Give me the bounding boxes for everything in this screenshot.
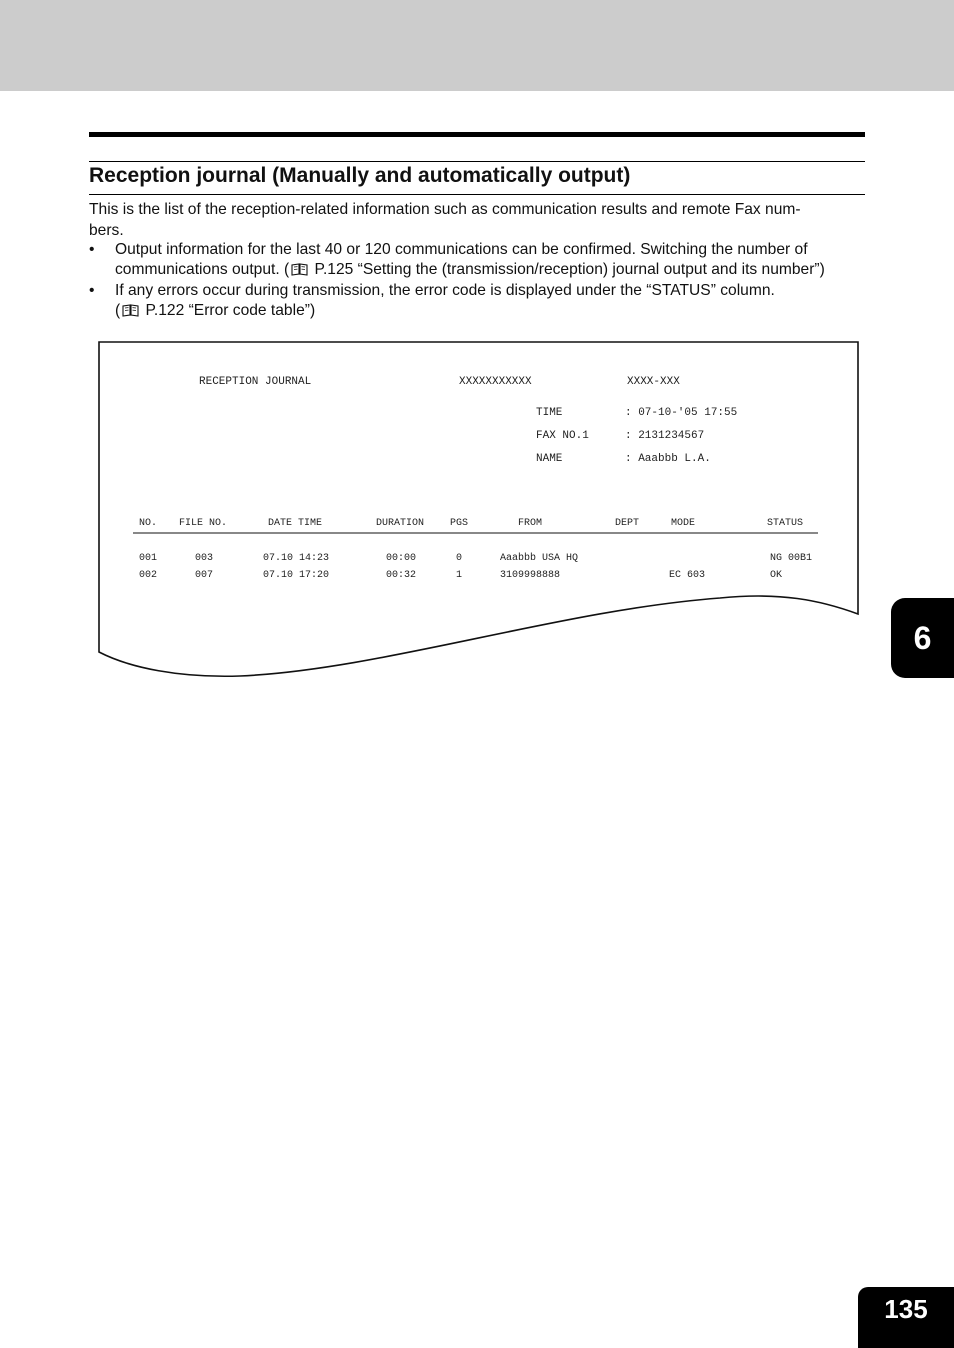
col-header-no: NO. [139, 518, 158, 529]
cell-duration: 00:32 [386, 570, 417, 581]
cell-from: 3109998888 [500, 570, 561, 581]
bullet-marker: • [89, 241, 95, 258]
cell-pgs: 1 [456, 570, 463, 581]
reference-link-p122[interactable]: P.122 “Error code table”) [141, 302, 316, 319]
info-label-fax: FAX NO.1 [536, 430, 589, 442]
cell-file-no: 003 [195, 553, 214, 564]
chapter-tab[interactable]: 6 [891, 598, 954, 678]
section-heading: Reception journal (Manually and automatically output) [89, 164, 631, 187]
cell-status: OK [770, 570, 783, 581]
page-number: 135 [858, 1287, 954, 1348]
journal-code: XXXX-XXX [627, 376, 680, 388]
col-header-status: STATUS [767, 518, 804, 529]
intro-line-1: This is the list of the reception-related information such as communication results and remote Fax num- [89, 201, 801, 218]
info-label-time: TIME [536, 407, 563, 419]
bullet-2-line-2-prefix: ( [115, 302, 121, 319]
cell-from: Aaabbb USA HQ [500, 553, 579, 564]
col-header-mode: MODE [671, 518, 696, 529]
col-header-pgs: PGS [450, 518, 469, 529]
cell-duration: 00:00 [386, 553, 417, 564]
journal-title: RECEPTION JOURNAL [199, 376, 312, 388]
paper-outline [99, 342, 858, 676]
cell-pgs: 0 [456, 553, 463, 564]
col-header-date-time: DATE TIME [268, 518, 323, 529]
info-label-name: NAME [536, 453, 563, 465]
info-value-fax: : 2131234567 [625, 430, 705, 442]
bullet-marker: • [89, 282, 95, 299]
cell-no: 002 [139, 570, 158, 581]
info-value-time: : 07-10-'05 17:55 [625, 407, 738, 419]
cell-file-no: 007 [195, 570, 214, 581]
journal-id: XXXXXXXXXXX [459, 376, 532, 388]
reference-link-p125[interactable]: P.125 “Setting the (transmission/reception) journal output and its number”) [310, 261, 825, 278]
intro-line-2: bers. [89, 222, 124, 239]
cell-date-time: 07.10 14:23 [263, 553, 330, 564]
cell-no: 001 [139, 553, 158, 564]
bullet-1-line-2-prefix: communications output. ( [115, 261, 290, 278]
cell-status: NG 00B1 [770, 553, 813, 564]
col-header-file-no: FILE NO. [179, 518, 228, 529]
bullet-2-line-1: If any errors occur during transmission, the error code is displayed under the “STATUS” column. [115, 282, 775, 299]
cell-mode: EC 603 [669, 570, 706, 581]
col-header-dept: DEPT [615, 518, 640, 529]
col-header-from: FROM [518, 518, 543, 529]
info-value-name: : Aaabbb L.A. [625, 453, 711, 465]
bullet-1-line-1: Output information for the last 40 or 120 communications can be confirmed. Switching the number of [115, 241, 808, 258]
col-header-duration: DURATION [376, 518, 425, 529]
cell-date-time: 07.10 17:20 [263, 570, 330, 581]
